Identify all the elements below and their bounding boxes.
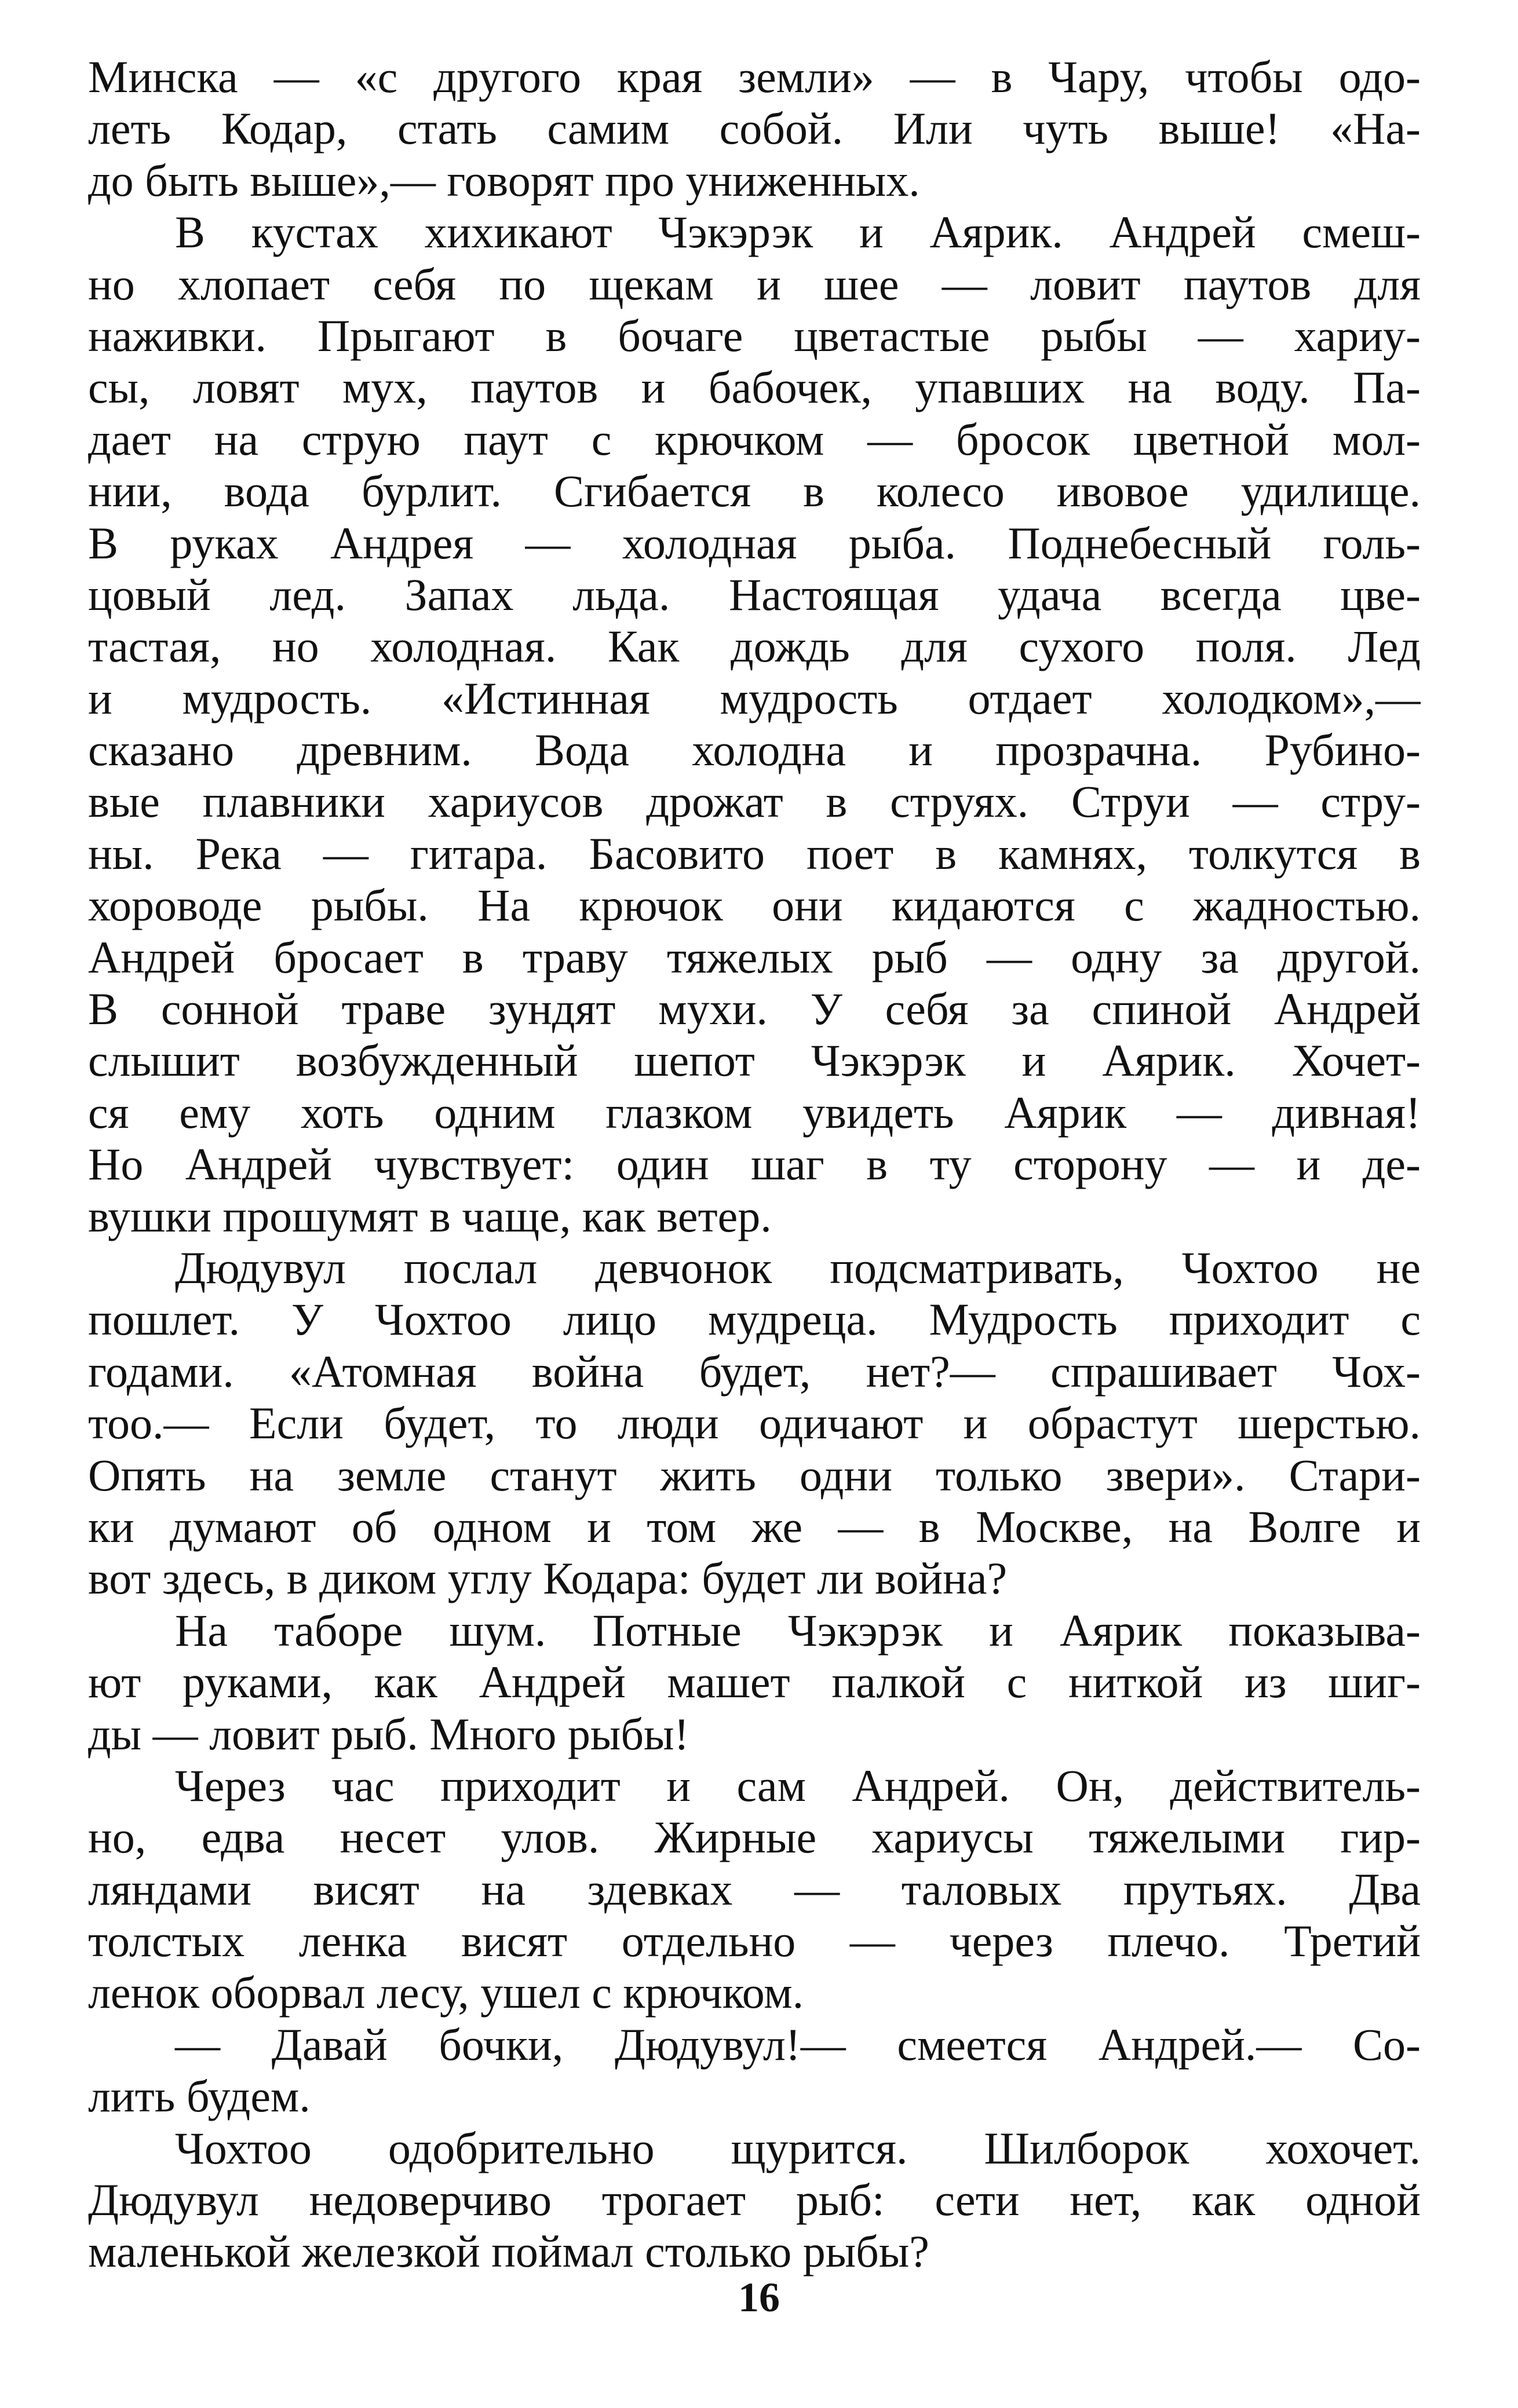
text-line: цовый лед. Запах льда. Настоящая удача всегда цве- [88,569,1421,620]
text-line: тастая, но холодная. Как дождь для сухого поля. Лед [88,621,1421,672]
text-line: сказано древним. Вода холодна и прозрачна. Рубино- [88,725,1421,776]
text-line: Андрей бросает в траву тяжелых рыб — одну за другой. [88,931,1421,982]
text-line: На таборе шум. Потные Чэкэрэк и Аярик показыва- [175,1605,1421,1656]
page-text [88,51,1421,2278]
text-line: лить будем. [88,2071,311,2122]
text-line: ют руками, как Андрей машет палкой с ниткой из шиг- [88,1657,1421,1708]
text-line: Дюдувул послал девчонок подсматривать, Чохтоо не [175,1242,1421,1293]
paragraph [88,1605,1421,1760]
text-line: леть Кодар, стать самим собой. Или чуть выше! «На- [88,103,1421,154]
text-line: вые плавники хариусов дрожат в струях. Струи — стру- [88,776,1421,827]
text-line: сы, ловят мух, паутов и бабочек, упавших на воду. Па- [88,362,1421,413]
text-line: до быть выше»,— говорят про униженных. [88,155,920,206]
text-line: Дюдувул недоверчиво трогает рыб: сети нет, как одной [88,2175,1421,2226]
text-line: В сонной траве зундят мухи. У себя за спиной Андрей [88,984,1421,1035]
text-line: ляндами висят на здевках — таловых прутьях. Два [88,1863,1421,1914]
text-line: — Давай бочки, Дюдувул!— смеется Андрей.— Со- [175,2019,1421,2070]
text-line: В руках Андрея — холодная рыба. Поднебесный голь- [88,517,1421,568]
text-line: слышит возбужденный шепот Чэкэрэк и Аярик. Хочет- [88,1035,1421,1086]
text-line: толстых ленка висят отдельно — через плечо. Третий [88,1916,1421,1967]
text-line: ленок оборвал лесу, ушел с крючком. [88,1967,804,2018]
text-line: наживки. Прыгают в бочаге цветастые рыбы — хариу- [88,310,1421,361]
text-line: Но Андрей чувствует: один шаг в ту сторону — и де- [88,1139,1421,1190]
text-line: но, едва несет улов. Жирные хариусы тяжелыми гир- [88,1812,1421,1863]
text-line: ды — ловит рыб. Много рыбы! [88,1708,689,1759]
text-line: и мудрость. «Истинная мудрость отдает холодком»,— [88,673,1421,724]
paragraph [88,206,1421,1242]
text-line: Минска — «с другого края земли» — в Чару, чтобы одо- [88,52,1421,102]
text-line: ся ему хоть одним глазком увидеть Аярик — дивная! [88,1087,1421,1138]
text-line: В кустах хихикают Чэкэрэк и Аярик. Андрей смеш- [175,207,1421,258]
text-line: пошлет. У Чохтоо лицо мудреца. Мудрость приходит с [88,1294,1421,1345]
paragraph [88,2019,1421,2122]
page-number: 16 [738,2274,780,2321]
paragraph [88,51,1421,206]
paragraph [88,1760,1421,2019]
paragraph [88,1242,1421,1605]
text-line: вот здесь, в диком углу Кодара: будет ли война? [88,1553,1008,1604]
paragraph [88,2122,1421,2278]
text-line: ны. Река — гитара. Басовито поет в камнях, толкутся в [88,828,1421,879]
text-line: годами. «Атомная война будет, нет?— спрашивает Чох- [88,1346,1421,1397]
text-line: но хлопает себя по щекам и шее — ловит паутов для [88,258,1421,309]
text-line: ки думают об одном и том же — в Москве, на Волге и [88,1501,1421,1552]
text-line: Через час приходит и сам Андрей. Он, действитель- [175,1760,1421,1811]
text-line: Чохтоо одобрительно щурится. Шилборок хохочет. [175,2122,1421,2173]
text-line: маленькой железкой поймал столько рыбы? [88,2226,929,2277]
text-line: дает на струю паут с крючком — бросок цветной мол- [88,414,1421,465]
text-line: хороводе рыбы. На крючок они кидаются с жадностью. [88,880,1421,931]
text-line: Опять на земле станут жить одни только звери». Стари- [88,1449,1421,1500]
text-line: вушки прошумят в чаще, как ветер. [88,1190,772,1241]
text-line: нии, вода бурлит. Сгибается в колесо ивовое удилище. [88,466,1421,517]
text-line: тоо.— Если будет, то люди одичают и обрастут шерстью. [88,1398,1421,1449]
